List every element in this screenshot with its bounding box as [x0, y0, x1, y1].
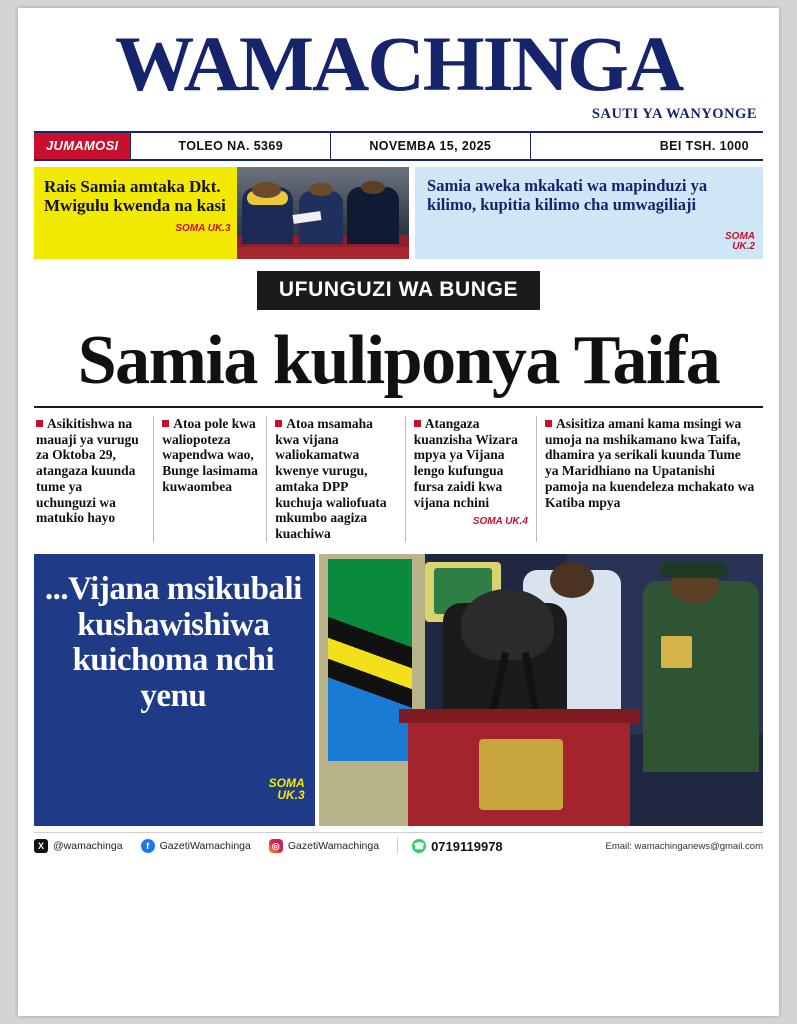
national-flag — [328, 559, 412, 760]
photo-person-right — [347, 187, 399, 244]
publication-day: JUMAMOSI — [34, 133, 130, 159]
kicker-bar-wrap — [34, 271, 763, 310]
footer-bar — [34, 832, 763, 859]
bullet-column-3 — [267, 416, 406, 542]
issue-number: TOLEO NA. 5369 — [130, 133, 330, 159]
photo-general — [643, 581, 759, 771]
bullet-square-icon — [545, 420, 552, 427]
quote-soma-line1: SOMA — [268, 775, 305, 790]
bullet-soma-4: SOMA UK.4 — [472, 516, 528, 528]
bullet-text-3 — [275, 416, 397, 542]
bullet-body-5: Asisitiza amani kama msingi wa umoja na mshikamano kwa Taifa, dhamira ya serikali kuunda Tume ya Maridhiano na Upatanishi pamoja na kuendeleza mchakato wa Katiba mpya — [544, 415, 755, 510]
footer-facebook[interactable] — [141, 839, 251, 853]
footer-twitter[interactable] — [34, 839, 123, 853]
main-photo — [319, 554, 763, 826]
footer-instagram-handle: GazetiWamachinga — [287, 840, 380, 852]
bullet-column-2 — [154, 416, 267, 542]
footer-phone: 0719119978 — [431, 838, 503, 854]
bullet-text-1 — [36, 416, 145, 526]
bullet-columns — [34, 406, 763, 542]
teaser-left-headline: Rais Samia amtaka Dkt. Mwigulu kwenda na kasi — [44, 176, 226, 215]
bullet-body-4: Atangaza kuanzisha Wizara mpya ya Vijana lengo kufungua fursa zaidi kwa vijana nchini — [413, 415, 518, 510]
bullet-text-5 — [545, 416, 755, 511]
footer-whatsapp[interactable] — [412, 839, 503, 854]
cover-price: BEI TSH. 1000 — [530, 133, 763, 159]
bullet-square-icon — [162, 420, 169, 427]
x-icon: X — [34, 839, 48, 853]
teaser-left-photo — [237, 167, 410, 259]
info-bar — [34, 131, 763, 161]
bullet-body-3: Atoa msamaha kwa vijana waliokamatwa kwenye vurugu, amtaka DPP kuchuja waliofuata mkumbo aagiza kuachiwa — [275, 415, 387, 542]
quote-soma — [269, 777, 305, 802]
bottom-block — [34, 554, 763, 826]
photo-general-medal — [661, 636, 692, 669]
teaser-right-soma-line2: UK.2 — [732, 241, 755, 253]
photo-general-hat — [661, 562, 728, 578]
bullet-column-5 — [537, 416, 763, 542]
podium-top — [399, 709, 639, 723]
teaser-card-right[interactable] — [415, 167, 763, 259]
footer-instagram[interactable] — [269, 839, 379, 853]
quote-soma-line2: UK.3 — [277, 788, 305, 803]
photo-aide-head — [550, 562, 594, 597]
bullet-column-1 — [34, 416, 154, 542]
bullet-body-1: Asikitishwa na mauaji ya vurugu za Oktoba 29, atangaza kuunda tume ya uchunguzi wa matukio hayo — [36, 415, 139, 526]
teaser-right-soma-line1: SOMA — [725, 230, 755, 242]
photo-carpet — [237, 247, 410, 259]
kicker-bar: UFUNGUZI WA BUNGE — [257, 271, 540, 310]
teaser-left-soma: SOMA UK.3 — [175, 222, 231, 234]
bullet-body-2: Atoa pole kwa waliopoteza wapendwa wao, Bunge lasimama kuwaombea — [162, 415, 258, 494]
publication-date: NOVEMBA 15, 2025 — [330, 133, 530, 159]
bullet-square-icon — [36, 420, 43, 427]
bullet-square-icon — [275, 420, 282, 427]
teaser-right-soma — [725, 232, 755, 253]
footer-twitter-handle: @wamachinga — [53, 840, 123, 852]
masthead-title: WAMACHINGA — [114, 20, 683, 107]
photo-president-hijab — [461, 589, 554, 660]
bullet-text-4 — [414, 416, 528, 511]
bullet-square-icon — [414, 420, 421, 427]
bullet-text-2 — [162, 416, 258, 495]
bullet-column-4 — [406, 416, 537, 542]
teaser-card-left[interactable] — [34, 167, 409, 259]
masthead — [34, 20, 763, 123]
whatsapp-icon: ☎ — [412, 839, 426, 853]
instagram-icon: ◎ — [269, 839, 283, 853]
podium-seal — [479, 739, 563, 810]
footer-facebook-handle: GazetiWamachinga — [159, 840, 251, 852]
teaser-left-text — [34, 167, 237, 259]
teaser-right-headline: Samia aweka mkakati wa mapinduzi ya kilimo, kupitia kilimo cha umwagiliaji — [427, 175, 708, 214]
facebook-icon: f — [141, 839, 155, 853]
main-headline: Samia kuliponya Taifa — [77, 321, 720, 399]
footer-divider — [397, 838, 398, 854]
teaser-row — [34, 167, 763, 259]
quote-panel[interactable] — [34, 554, 315, 826]
quote-text: ...Vijana msikubali kushawishiwa kuichoma nchi yenu — [44, 571, 302, 714]
masthead-slogan: SAUTI YA WANYONGE — [591, 105, 757, 122]
footer-email: Email: wamachinganews@gmail.com — [605, 840, 763, 852]
front-page — [18, 8, 779, 1016]
